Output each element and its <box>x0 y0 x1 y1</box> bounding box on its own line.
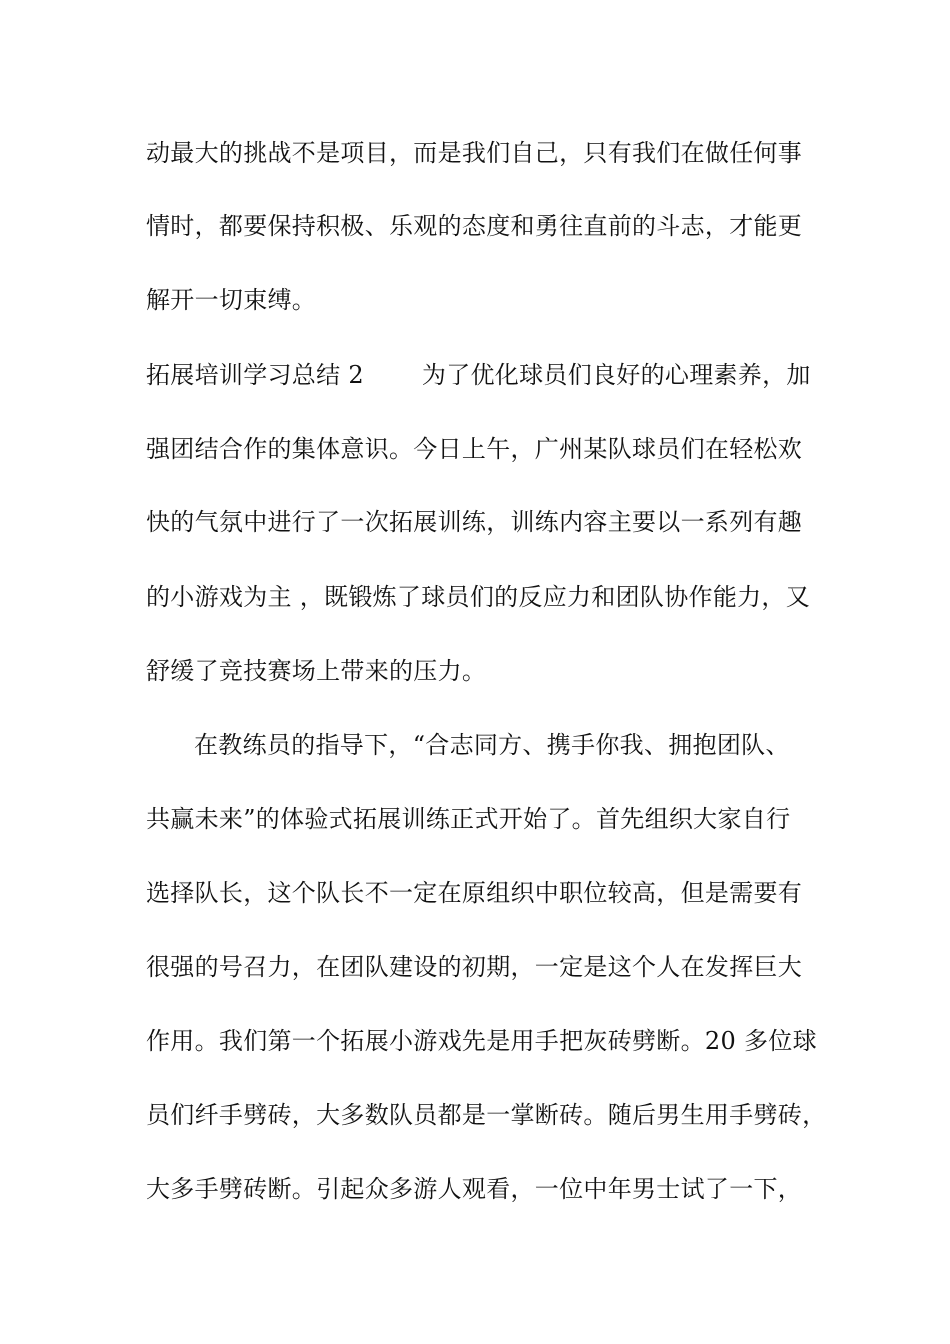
paragraph-line: 舒缓了竞技赛场上带来的压力。 <box>146 657 487 685</box>
paragraph-line: 员们纤手劈砖，大多数队员都是一掌断砖。随后男生用手劈砖， <box>146 1101 827 1129</box>
section-heading-line <box>146 359 826 391</box>
section-heading: 拓展培训学习总结 2 <box>146 361 364 389</box>
paragraph-line: 的小游戏为主 ，既锻炼了球员们的反应力和团队协作能力，又 <box>146 583 811 611</box>
paragraph-line: 大多手劈砖断。引起众多游人观看，一位中年男士试了一下， <box>146 1175 803 1203</box>
paragraph-line: 快的气氛中进行了一次拓展训练，训练内容主要以一系列有趣 <box>146 508 803 536</box>
paragraph-line: 情时，都要保持积极、乐观的态度和勇往直前的斗志，才能更 <box>146 212 803 240</box>
paragraph-line: 选择队长，这个队长不一定在原组织中职位较高，但是需要有 <box>146 879 803 907</box>
paragraph-line: 作用。我们第一个拓展小游戏先是用手把灰砖劈断。20 多位球 <box>146 1027 817 1055</box>
paragraph-line: 为了优化球员们良好的心理素养，加 <box>421 361 811 389</box>
paragraph-line: 动最大的挑战不是项目，而是我们自己，只有我们在做任何事 <box>146 139 803 167</box>
paragraph-line: 共赢未来”的体验式拓展训练正式开始了。首先组织大家自行 <box>146 805 791 833</box>
paragraph-line: 很强的号召力，在团队建设的初期，一定是这个人在发挥巨大 <box>146 953 803 981</box>
paragraph-line: 强团结合作的集体意识。今日上午，广州某队球员们在轻松欢 <box>146 435 803 463</box>
paragraph-line: 在教练员的指导下，“合志同方、携手你我、拥抱团队、 <box>194 731 790 759</box>
paragraph-line: 解开一切束缚。 <box>146 286 317 314</box>
